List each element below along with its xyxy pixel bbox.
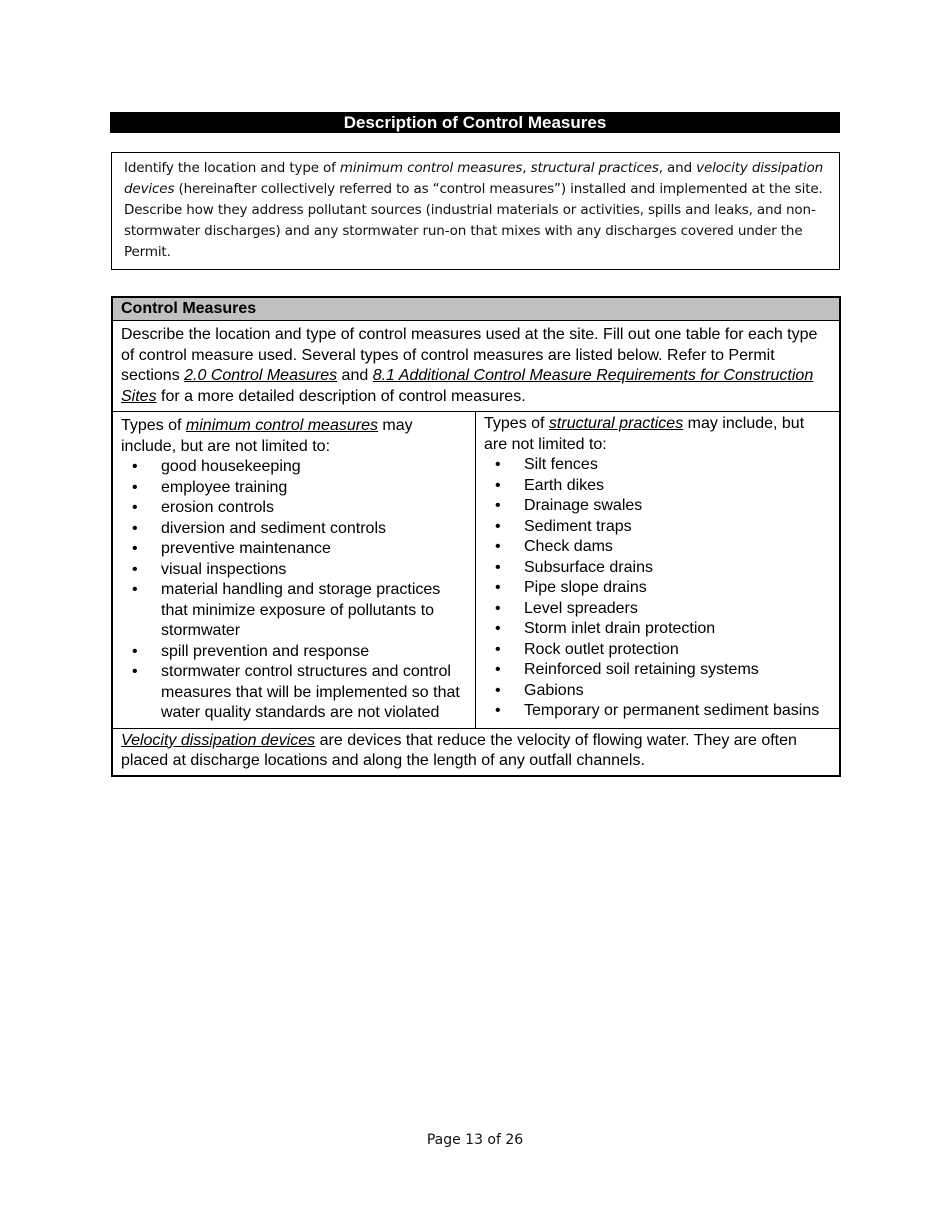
table-description <box>113 321 839 412</box>
instructions-box <box>111 152 840 270</box>
intro-text: , and <box>658 160 697 176</box>
list-item: • Reinforced soil retaining systems <box>484 660 831 681</box>
list-item: • employee training <box>121 478 467 499</box>
intro-text: Types of <box>121 417 186 434</box>
list-item: • Earth dikes <box>484 476 831 497</box>
velocity-devices-text: are devices that reduce the velocity of flowing water. They are often placed at discharge locations and along the length of any outfall channels. <box>121 731 797 769</box>
desc-text: for a more detailed description of control measures. <box>156 387 526 405</box>
list-item: • Silt fences <box>484 455 831 476</box>
intro-text: may include, but are not limited to: <box>121 417 413 455</box>
list-item: • good housekeeping <box>121 457 467 478</box>
measure-types-row <box>113 412 839 729</box>
list-item: • material handling and storage practices that minimize exposure of pollutants to stormwater <box>121 580 467 642</box>
intro-term-velocity: velocity dissipation devices <box>124 160 824 197</box>
list-item: • Storm inlet drain protection <box>484 619 831 640</box>
list-item: • visual inspections <box>121 560 467 581</box>
structural-practices-list <box>484 455 831 722</box>
structural-practices-term: structural practices <box>548 415 684 432</box>
list-item: • spill prevention and response <box>121 642 467 663</box>
table-header: Control Measures <box>113 298 839 321</box>
list-item: • Gabions <box>484 681 831 702</box>
velocity-devices-note <box>113 729 839 775</box>
list-item: • Temporary or permanent sediment basins <box>484 701 831 722</box>
list-item: • erosion controls <box>121 498 467 519</box>
minimum-measures-intro <box>121 416 467 457</box>
list-item: • Rock outlet protection <box>484 640 831 661</box>
velocity-devices-term: Velocity dissipation devices <box>121 731 316 749</box>
list-item: • Sediment traps <box>484 517 831 538</box>
desc-text: and <box>337 367 373 384</box>
control-measures-table <box>111 296 841 777</box>
list-item: • Subsurface drains <box>484 558 831 579</box>
minimum-measures-term: minimum control measures <box>185 417 378 434</box>
desc-text: Describe the location and type of control measures used at the site. Fill out one table for each type of control measure used. Several types of control measures are listed below. Refer to Permit sections <box>121 326 818 384</box>
permit-section-2-0: 2.0 Control Measures <box>184 367 338 384</box>
list-item: • Check dams <box>484 537 831 558</box>
structural-practices-cell <box>476 412 839 728</box>
section-title: Description of Control Measures <box>110 112 840 133</box>
minimum-control-measures-cell <box>113 412 476 728</box>
list-item: • Pipe slope drains <box>484 578 831 599</box>
list-item: • Level spreaders <box>484 599 831 620</box>
permit-section-8-1: 8.1 Additional Control Measure Requirements for Construction Sites <box>121 367 814 405</box>
minimum-measures-list <box>121 457 467 724</box>
intro-text: , <box>522 160 531 176</box>
list-item: • diversion and sediment controls <box>121 519 467 540</box>
intro-text: Identify the location and type of <box>124 160 340 176</box>
structural-practices-intro <box>484 414 831 455</box>
list-item: • preventive maintenance <box>121 539 467 560</box>
page-number: Page 13 of 26 <box>426 1132 524 1148</box>
intro-term-minimum: minimum control measures <box>339 160 523 176</box>
list-item: • Drainage swales <box>484 496 831 517</box>
list-item: • stormwater control structures and control measures that will be implemented so that water quality standards are not violated <box>121 662 467 724</box>
intro-text: Types of <box>484 415 549 432</box>
intro-text: (hereinafter collectively referred to as “control measures”) installed and implemented at the site. Describe how they address pollutant sources (industrial materials or activities, spills and leaks, and non-stormwater discharges) and any stormwater run-on that mixes with any discharges covered under the Permit. <box>124 181 823 260</box>
intro-term-structural: structural practices <box>530 160 659 176</box>
intro-text: may include, but are not limited to: <box>484 415 805 453</box>
